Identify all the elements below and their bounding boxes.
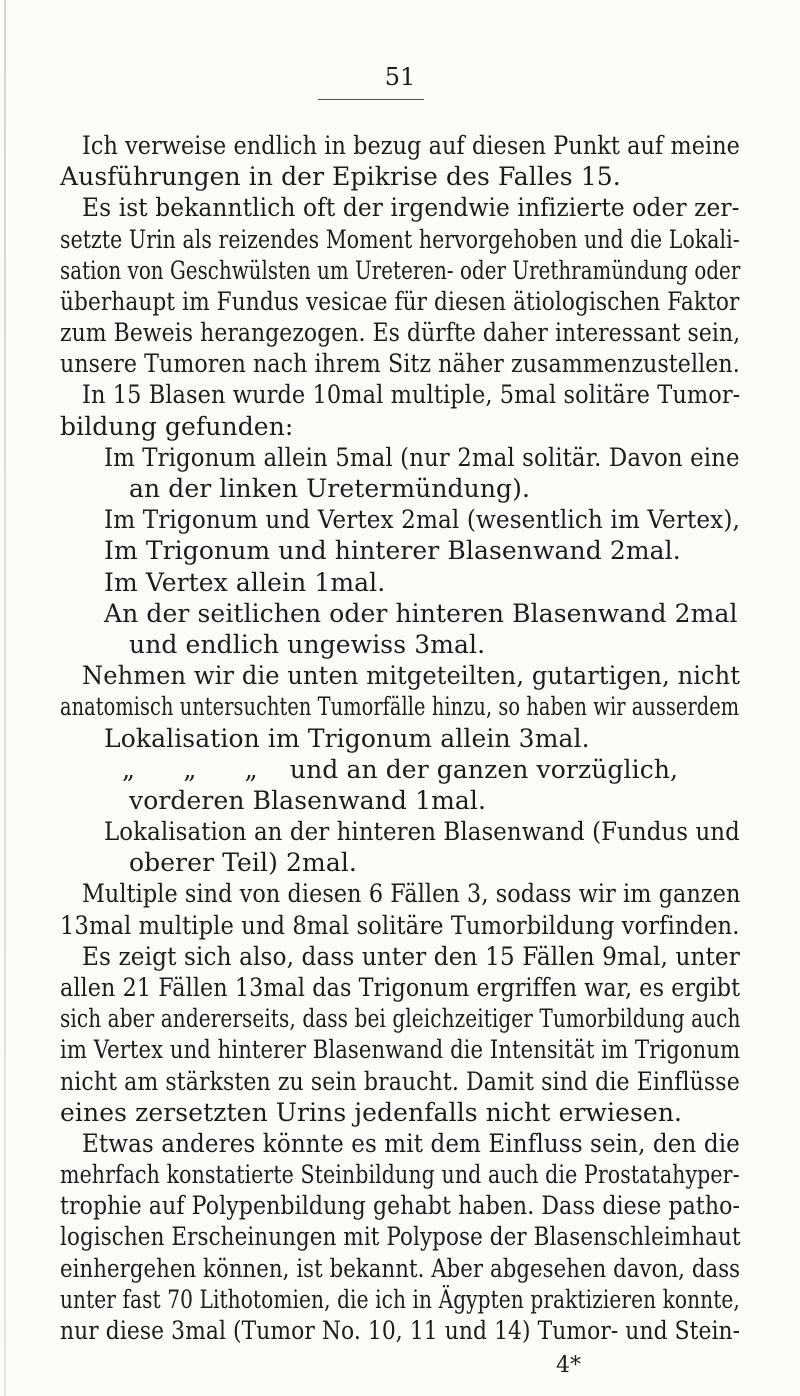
text-line: überhaupt im Fundus vesicae für diesen ätiologischen Faktor <box>60 287 740 316</box>
text-line: nur diese 3mal (Tumor No. 10, 11 und 14) Tumor- und Stein- <box>60 1316 741 1345</box>
text-line: unsere Tumoren nach ihrem Sitz näher zusammenzustellen. <box>60 349 740 378</box>
text-line: allen 21 Fällen 13mal das Trigonum ergriffen war, es ergibt <box>60 973 741 1002</box>
page-edge <box>4 0 6 1396</box>
text-line: sation von Geschwülsten um Ureteren- oder Urethramündung oder <box>60 256 741 285</box>
text-line: zum Beweis herangezogen. Es dürfte daher interessant sein, <box>60 318 741 347</box>
text-line: Im Trigonum und hinterer Blasenwand 2mal. <box>104 536 681 565</box>
text-line: „ „ „ und an der ganzen vorzüglich, <box>122 755 679 784</box>
text-line: Etwas anderes könnte es mit dem Einfluss sein, den die <box>82 1129 740 1158</box>
text-line: Es ist bekanntlich oft der irgendwie infizierte oder zer- <box>82 193 740 222</box>
text-line: an der linken Uretermündung). <box>129 474 531 503</box>
text-line: Ich verweise endlich in bezug auf diesen Punkt auf meine <box>82 131 740 160</box>
header-rule <box>318 99 424 100</box>
text-line: oberer Teil) 2mal. <box>129 848 357 877</box>
text-line: eines zersetzten Urins jedenfalls nicht erwiesen. <box>60 1098 683 1127</box>
text-line: mehrfach konstatierte Steinbildung und auch die Prostatahyper- <box>60 1160 740 1189</box>
text-line: setzte Urin als reizendes Moment hervorgehoben und die Lokali- <box>60 225 740 254</box>
text-line: 13mal multiple und 8mal solitäre Tumorbildung vorfinden. <box>60 911 740 940</box>
text-line: Lokalisation im Trigonum allein 3mal. <box>104 724 590 753</box>
text-line: Multiple sind von diesen 6 Fällen 3, sodass wir im ganzen <box>82 879 741 908</box>
signature-mark: 4* <box>556 1353 581 1378</box>
text-line: trophie auf Polypenbildung gehabt haben. Dass diese patho- <box>60 1191 741 1220</box>
text-line: Ausführungen in der Epikrise des Falles 15. <box>60 162 621 191</box>
text-line: In 15 Blasen wurde 10mal multiple, 5mal solitäre Tumor- <box>82 380 741 409</box>
text-line: An der seitlichen oder hinteren Blasenwand 2mal <box>104 599 738 628</box>
text-line: logischen Erscheinungen mit Polypose der Blasenschleimhaut <box>60 1222 741 1251</box>
text-line: und endlich ungewiss 3mal. <box>129 630 486 659</box>
text-line: einhergehen können, ist bekannt. Aber abgesehen davon, dass <box>60 1254 741 1283</box>
text-line: Im Vertex allein 1mal. <box>104 568 386 597</box>
text-line: Es zeigt sich also, dass unter den 15 Fällen 9mal, unter <box>82 942 740 971</box>
text-line: Nehmen wir die unten mitgeteilten, gutartigen, nicht <box>82 661 741 690</box>
text-line: Im Trigonum allein 5mal (nur 2mal solitär. Davon eine <box>104 443 740 472</box>
page-number: 51 <box>384 63 416 91</box>
text-line: nicht am stärksten zu sein braucht. Damit sind die Einflüsse <box>60 1067 740 1096</box>
text-line: im Vertex und hinterer Blasenwand die Intensität im Trigonum <box>60 1035 741 1064</box>
text-line: vorderen Blasenwand 1mal. <box>129 786 487 815</box>
text-line: Im Trigonum und Vertex 2mal (wesentlich im Vertex), <box>104 505 740 534</box>
text-line: Lokalisation an der hinteren Blasenwand (Fundus und <box>104 817 740 846</box>
text-line: anatomisch untersuchten Tumorfälle hinzu, so haben wir ausserdem <box>60 692 740 721</box>
text-line: unter fast 70 Lithotomien, die ich in Ägypten praktizieren konnte, <box>60 1285 740 1314</box>
text-line: bildung gefunden: <box>60 412 294 441</box>
text-line: sich aber andererseits, dass bei gleichzeitiger Tumorbildung auch <box>60 1004 741 1033</box>
